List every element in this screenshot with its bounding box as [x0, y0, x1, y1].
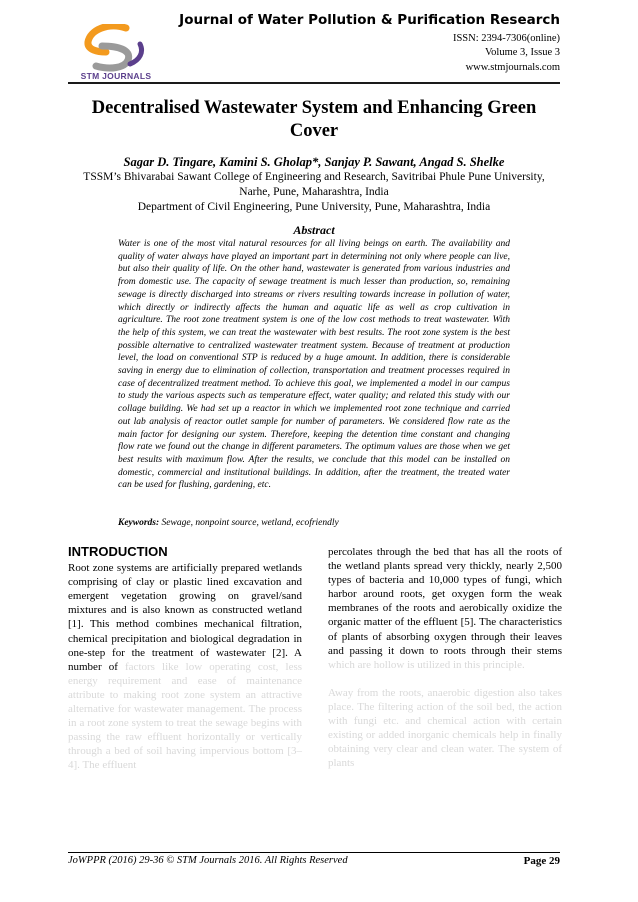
intro-left-text: Root zone systems are artificially prepared wetlands comprising of clay or plastic lined excavation and emergent vegetation growing on gravel/sand mixtures and is also known as constructed wetland [1]. This method combines mechanical filtration, chemical precipitation and biological degradation in one-step for the treatment of wastewater [2]. A number of: [68, 562, 302, 673]
abstract-body: Water is one of the most vital natural resources for all living beings on earth. The availability and quality of water always have played an important part in determining not only where people can live, but also their quality of life. On the other hand, wastewater is generated from various industries and from domestic use. The capacity of sewage treatment is much lesser than production, so, remaining sewage is directly discharged into streams or rivers resulting towards increase in pollution of water, which directly or indirectly affects the human and aquatic life as well as crop cultivation in agriculture. The root zone treatment system is one of the low cost methods to treat wastewater. With the help of this system, we can treat the wastewater with best results. The root zone system is the best possible alternative to centralized wastewater treatment system. Because of treatment at production level, the load on conventional STP is reduced by a huge amount. In addition, there is considerable saving in energy due to elimination of collection, transportation and treatment processes required in case of decentralized treatment method. To achieve this goal, we implemented a model in our campus to study the various aspects such as temperature effect, water quality; and related this study with our collage building. We had set up a reactor in which we implemented root zone technique and carried out lab analysis of reactor outlet sample for number of parameters. We considered flow rate as the main factor for designing our system. Therefore, keeping the detention time constant and changing flow rate we found out the change in different parameters. The optimum values are those when we get best results with maximum flow. After the results, we conclude that this model can be installed on domestic, commercial and institutional buildings. In addition, after the treatment, the treated water can be used for flushing, gardening, etc.: [118, 239, 510, 491]
footer-citation: JoWPPR (2016) 29-36 © STM Journals 2016. All Rights Reserved: [68, 855, 348, 866]
page-number: Page 29: [523, 855, 560, 867]
intro-paragraph-left: [68, 561, 302, 772]
abstract-heading: Abstract: [293, 223, 335, 237]
left-column: [68, 545, 302, 773]
keywords: [118, 518, 510, 528]
affiliation-line-2: Narhe, Pune, Maharashtra, India: [239, 186, 389, 198]
issn: ISSN: 2394-7306(online): [452, 33, 560, 44]
intro-right-text: percolates through the bed that has all the roots of the wetland plants spread very thickly, nearly 2,500 types of bacteria and 10,000 types of fungi, which harbor around roots, get oxygen form the weak membranes of the roots and aerobically oxidize the organic matter of the effluent [5]. The characteristics of plants of absorbing oxygen through their leaves and passing it down to roots through their stems: [328, 546, 562, 657]
journal-logo: [68, 24, 164, 90]
paper-title-line-1: Decentralised Wastewater System and Enhancing Green: [91, 98, 537, 118]
right-column: [328, 545, 562, 770]
stm-logo-icon: [68, 24, 164, 72]
paper-title: [68, 97, 560, 143]
affiliation-line-1: TSSM’s Bhivarabai Sawant College of Engineering and Research, Savitribai Phule Pune University,: [83, 171, 545, 183]
journal-title: Journal of Water Pollution & Purification Research: [179, 12, 560, 28]
introduction-heading: INTRODUCTION: [68, 544, 168, 559]
journal-website-link[interactable]: www.stmjournals.com: [465, 62, 560, 73]
intro-paragraph-right-2: Away from the roots, anaerobic digestion also takes place. The filtering action of the soil bed, the action with fungi etc. and chemical action with certain existing or added inorganic chemicals help in finally obtaining very clear and clean water. The system of plants: [328, 686, 562, 770]
volume-issue: Volume 3, Issue 3: [484, 47, 560, 58]
logo-text: STM JOURNALS: [80, 71, 152, 81]
intro-left-faded-text: factors like low operating cost, less energy requirement and ease of maintenance attribute to making root zone system an attractive alternative for wastewater management. The process in a root zone system to treat the sewage begins with passing the raw effluent horizontally or vertically through a bed of soil having impervious bottom [3–4]. The effluent: [68, 660, 303, 772]
keywords-list: Sewage, nonpoint source, wetland, ecofriendly: [161, 518, 339, 528]
intro-right-faded-text: which are hollow is utilized in this principle.: [328, 658, 525, 671]
header-divider: [68, 82, 560, 84]
keywords-label: Keywords:: [118, 518, 160, 528]
affiliation-line-3: Department of Civil Engineering, Pune University, Pune, Maharashtra, India: [137, 201, 491, 213]
authors: Sagar D. Tingare, Kamini S. Gholap*, Sanjay P. Sawant, Angad S. Shelke: [123, 155, 505, 169]
intro-paragraph-right: [328, 545, 562, 672]
paper-title-line-2: Cover: [289, 121, 339, 141]
footer-divider: [68, 852, 560, 853]
